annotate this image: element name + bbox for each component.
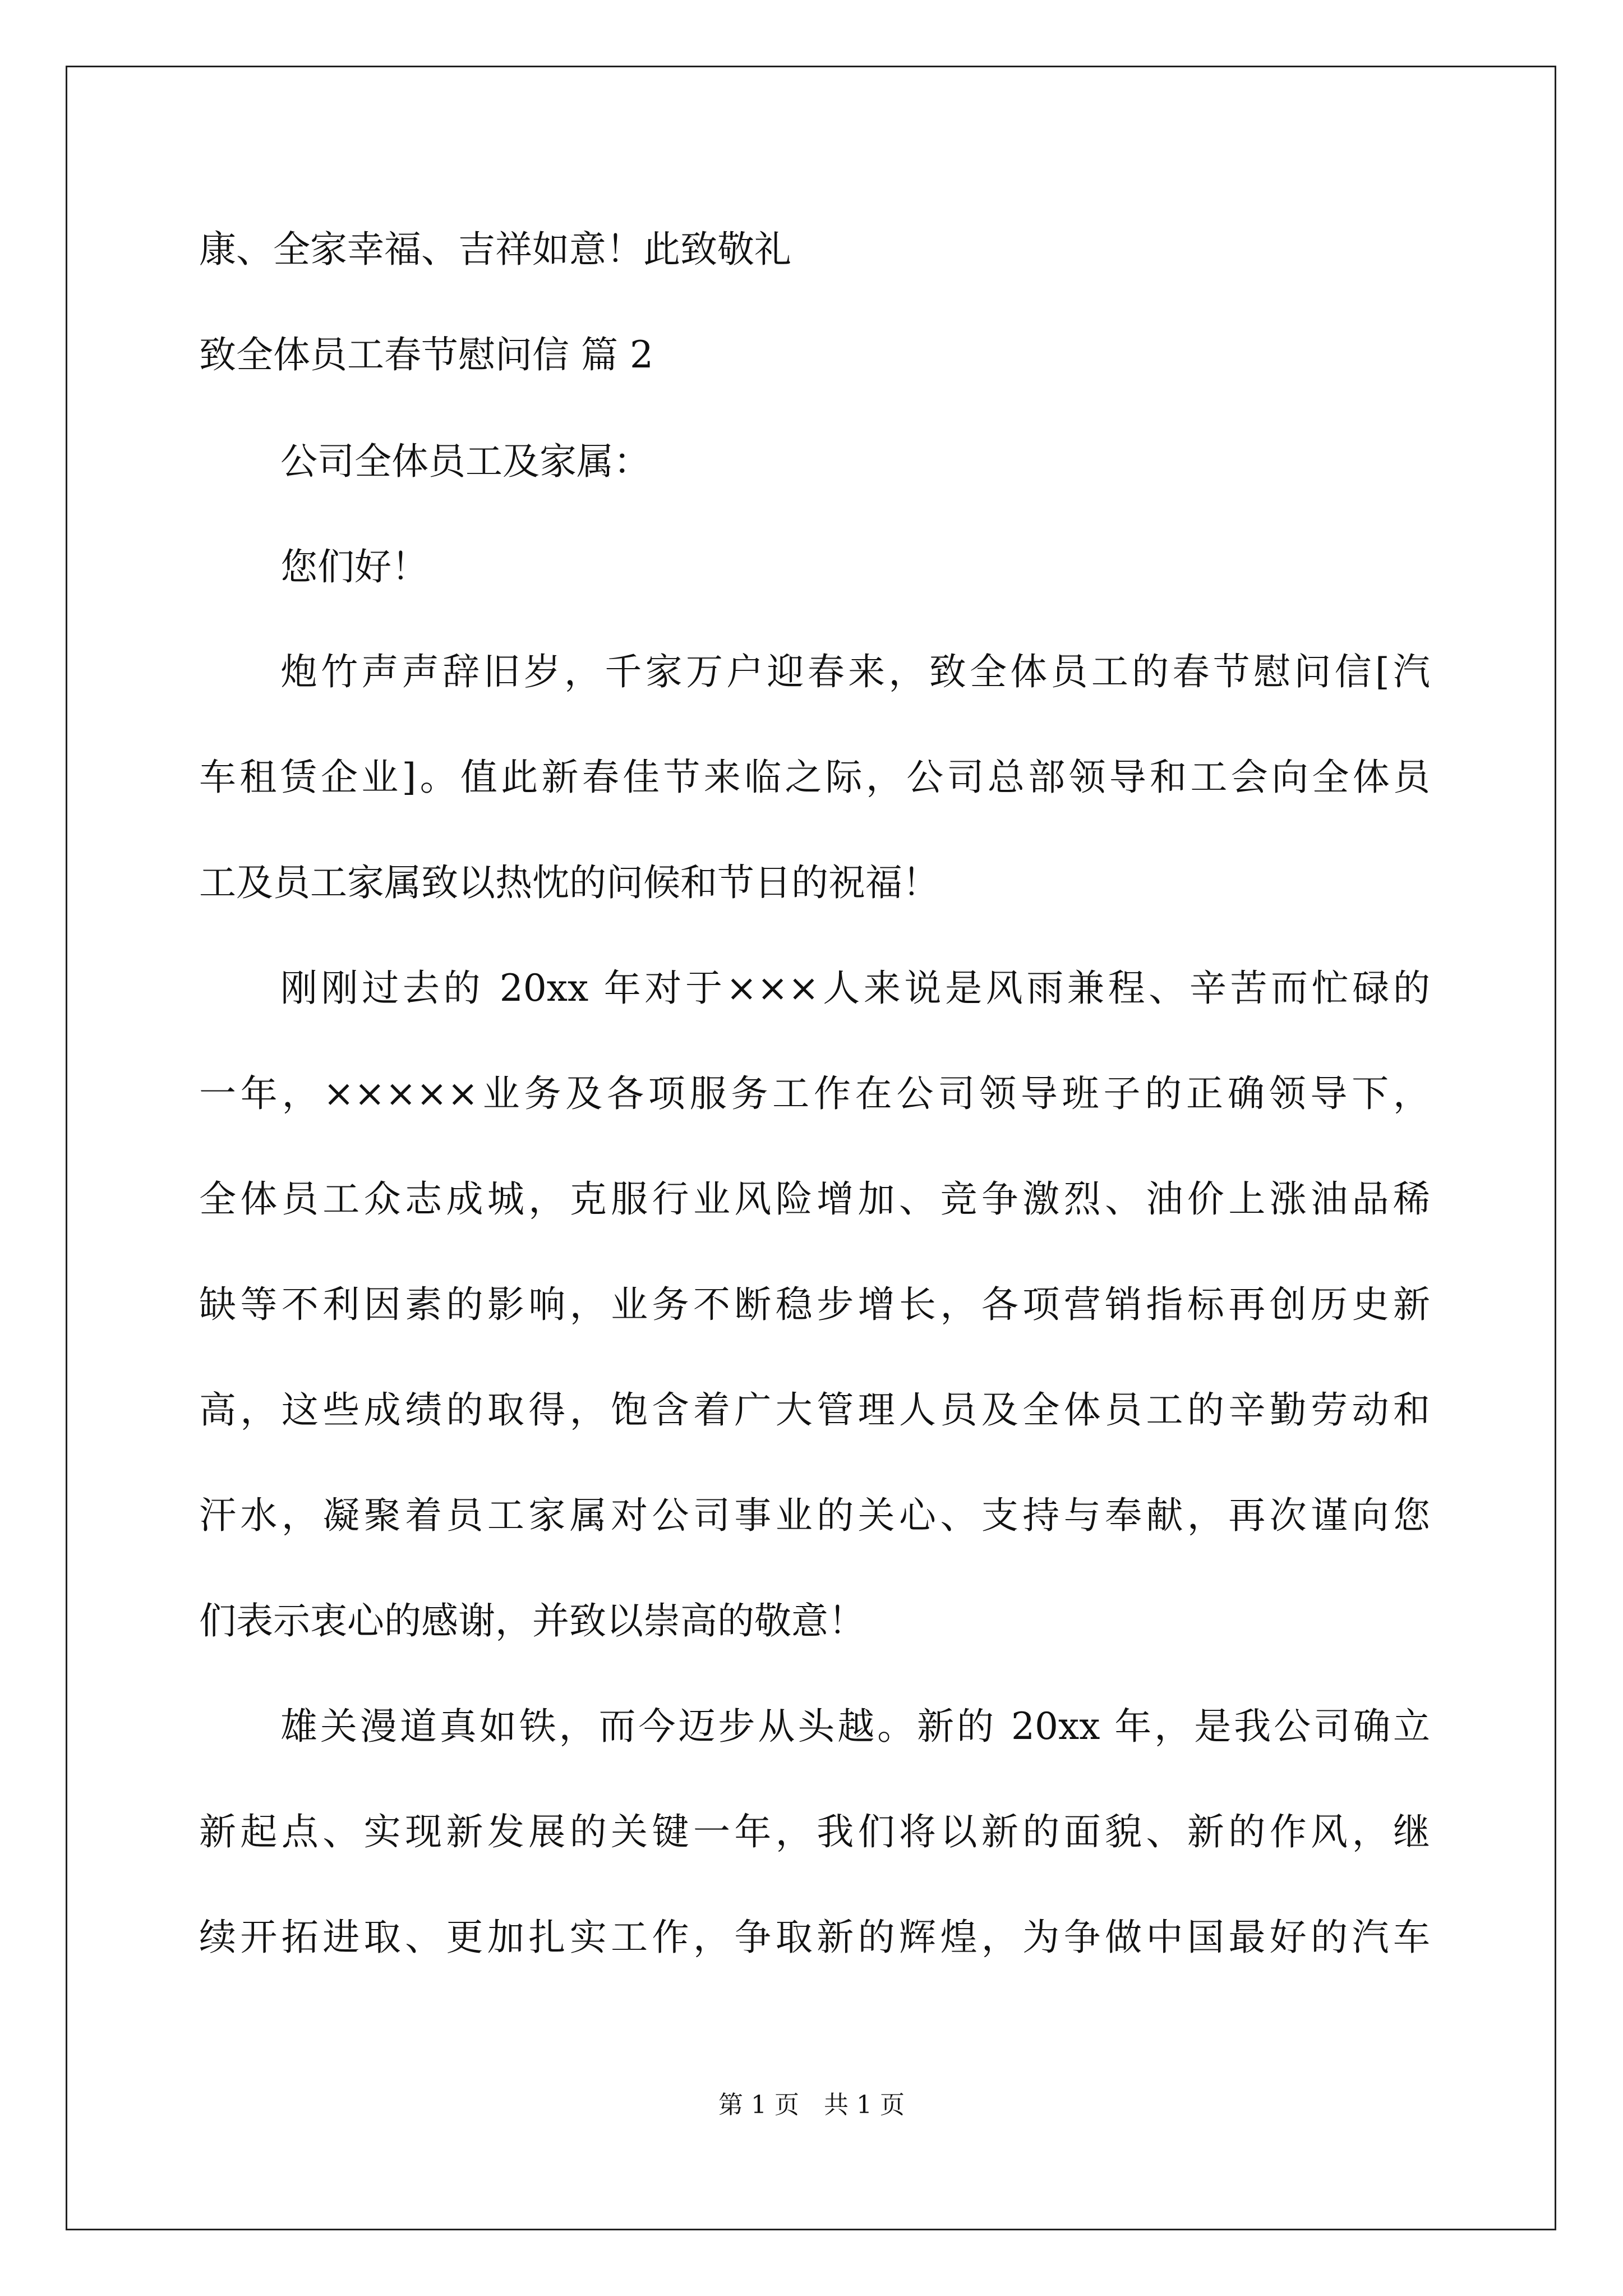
page-border [66, 66, 1556, 2230]
page-footer: 第 1 页 共 1 页 [718, 2091, 905, 2119]
paragraph-line: 们表示衷心的感谢，并致以崇高的敬意！ [199, 1599, 865, 1642]
paragraph-line: 全体员工众志成城，克服行业风险增加、竞争激烈、油价上涨油品稀 [199, 1177, 1430, 1221]
section-heading: 致全体员工春节慰问信 篇 2 [199, 333, 653, 376]
paragraph-line: 车租赁企业]。值此新春佳节来临之际，公司总部领导和工会向全体员 [199, 756, 1430, 799]
paragraph-line: 高，这些成绩的取得，饱含着广大管理人员及全体员工的辛勤劳动和 [199, 1388, 1430, 1432]
paragraph-line: 刚刚过去的 20xx 年对于×××人来说是风雨兼程、辛苦而忙碌的 [280, 967, 1430, 1010]
paragraph-line: 一年，×××××业务及各项服务工作在公司领导班子的正确领导下， [199, 1072, 1430, 1115]
paragraph-line: 新起点、实现新发展的关键一年，我们将以新的面貌、新的作风，继 [199, 1810, 1430, 1853]
greeting: 您们好！ [280, 545, 428, 588]
paragraph-line: 汗水，凝聚着员工家属对公司事业的关心、支持与奉献，再次谨向您 [199, 1494, 1430, 1537]
paragraph-line: 续开拓进取、更加扎实工作，争取新的辉煌，为争做中国最好的汽车 [199, 1916, 1430, 1959]
paragraph-line: 工及员工家属致以热忱的问候和节日的祝福！ [199, 861, 939, 904]
paragraph-line: 炮竹声声辞旧岁，千家万户迎春来，致全体员工的春节慰问信[汽 [280, 650, 1430, 693]
text-line-closing: 康、全家幸福、吉祥如意！此致敬礼 [199, 228, 791, 271]
paragraph-line: 雄关漫道真如铁，而今迈步从头越。新的 20xx 年，是我公司确立 [280, 1705, 1430, 1748]
paragraph-line: 缺等不利因素的影响，业务不断稳步增长，各项营销指标再创历史新 [199, 1283, 1430, 1326]
salutation: 公司全体员工及家属： [280, 440, 651, 483]
